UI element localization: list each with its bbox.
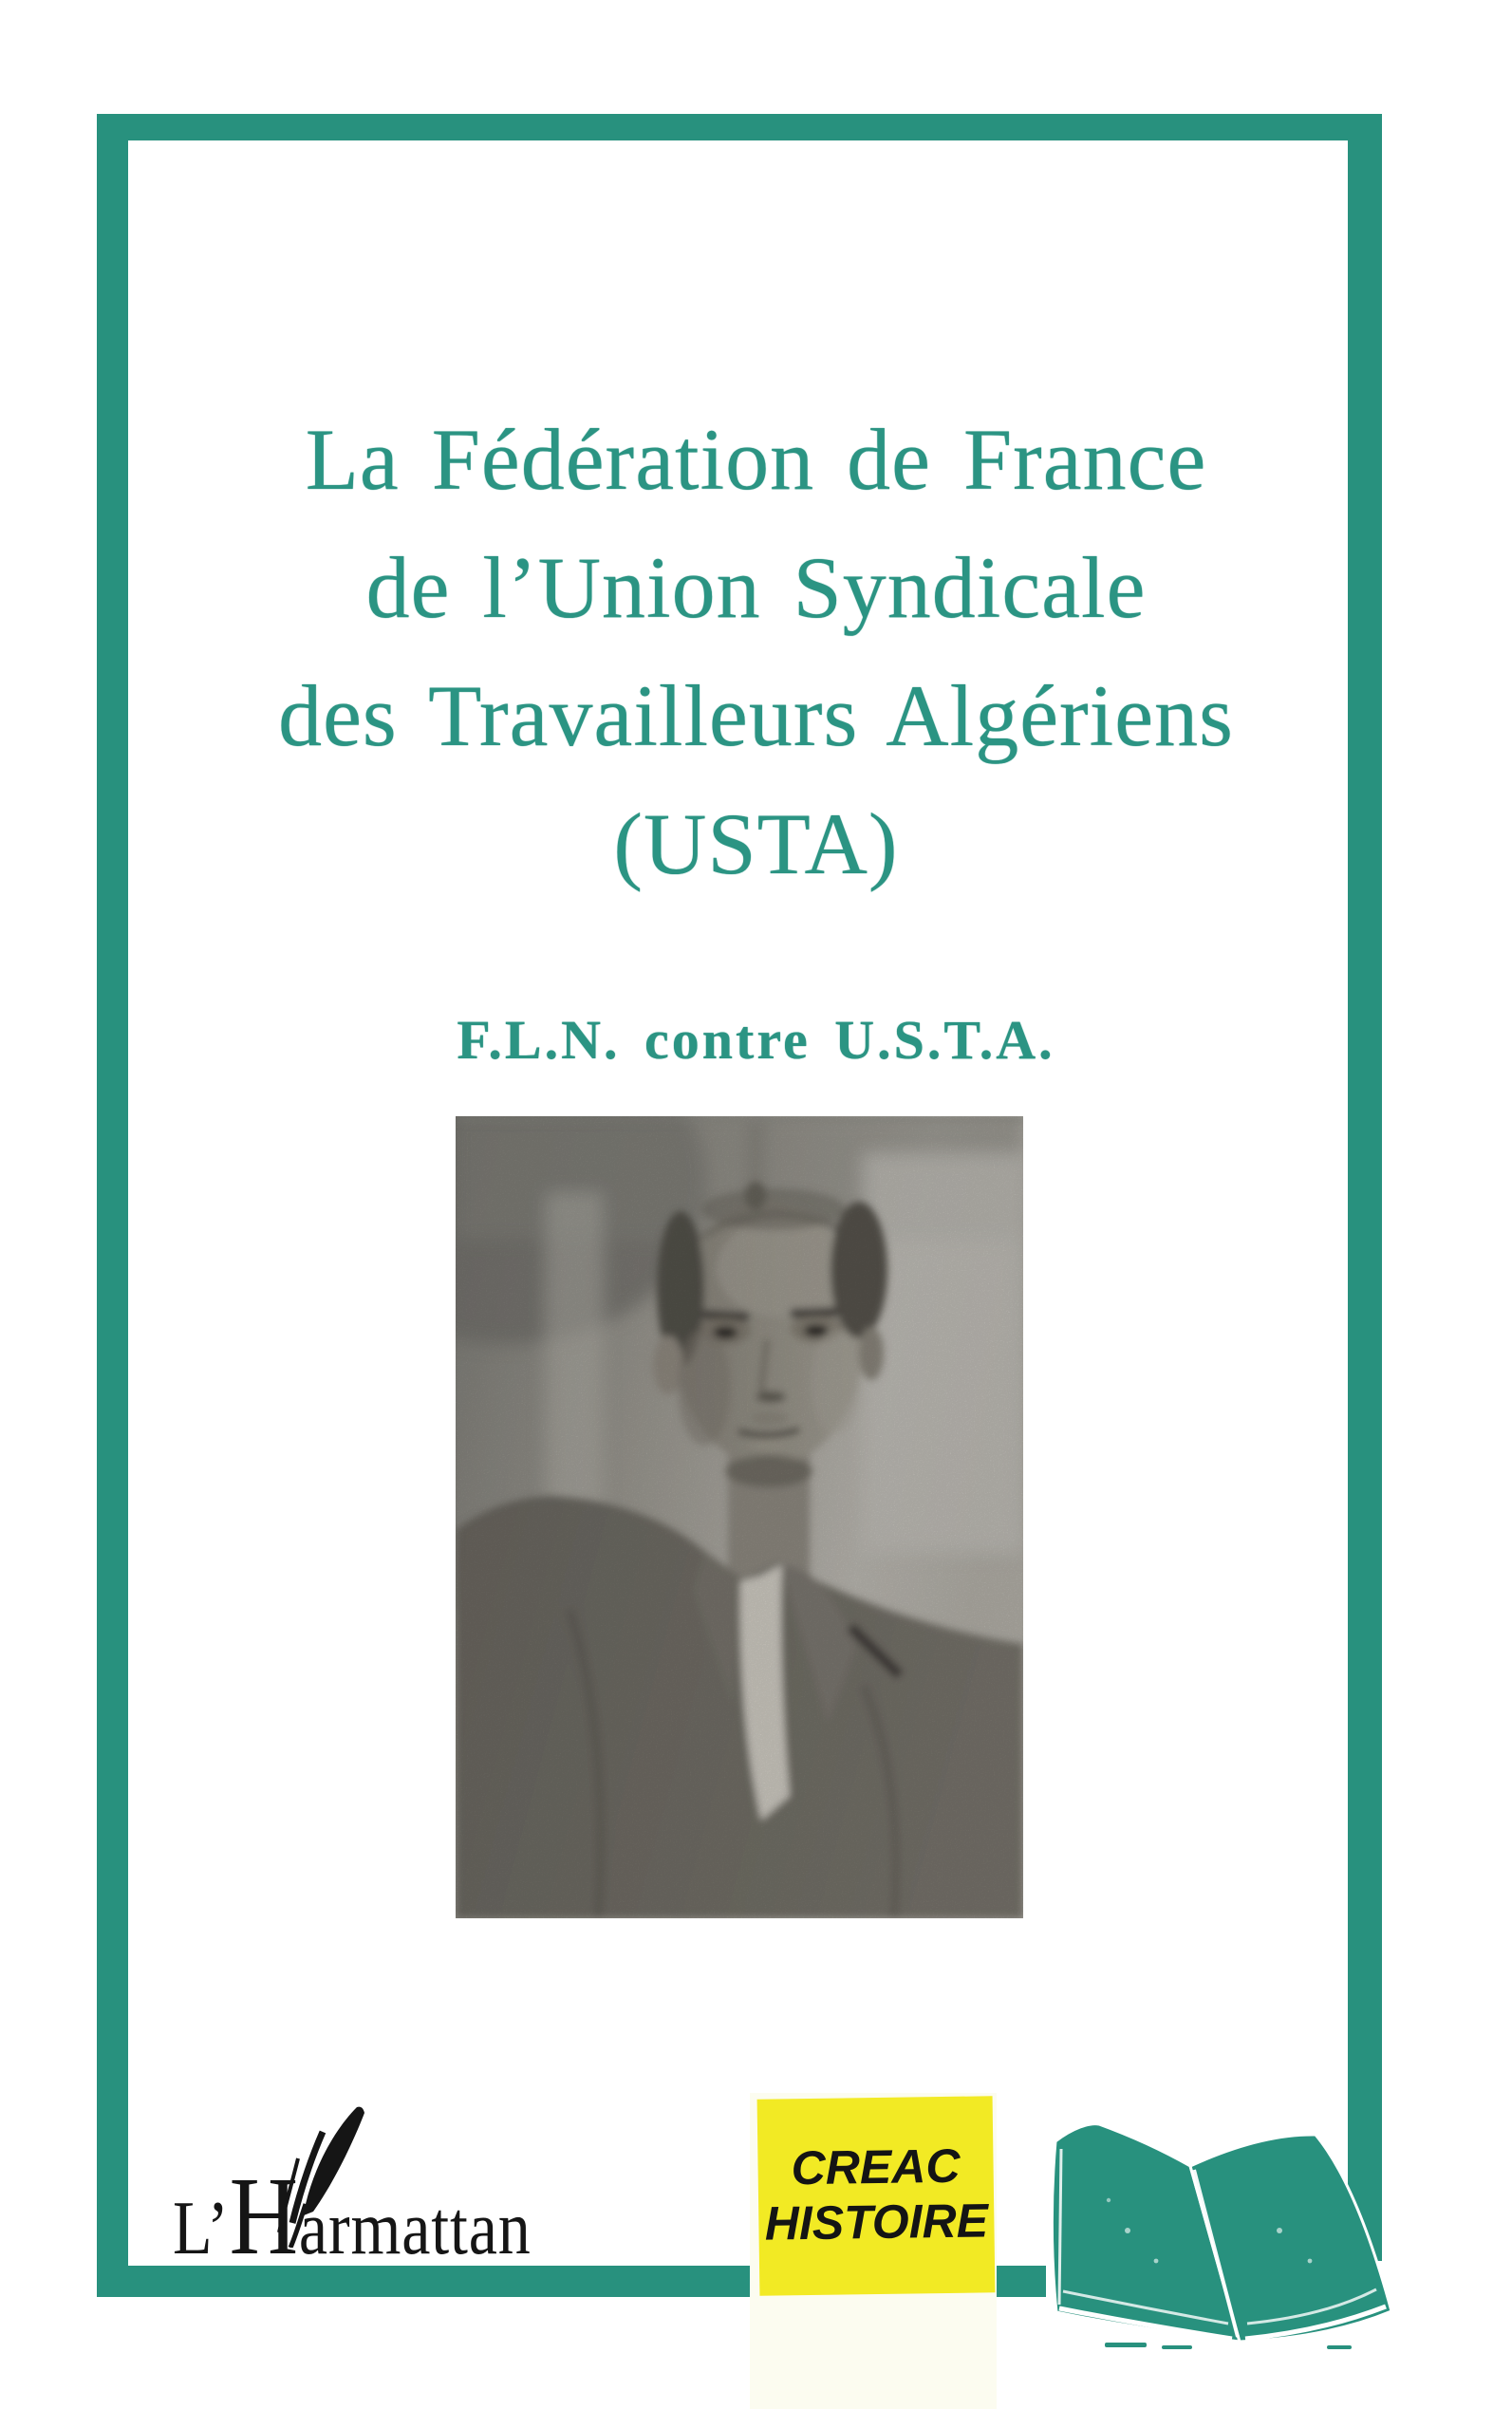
open-book-icon — [1042, 2117, 1395, 2352]
book-subtitle: F.L.N. contre U.S.T.A. — [457, 1009, 1055, 1071]
publisher-prefix: L’ — [173, 2187, 230, 2270]
creac-histoire-badge — [757, 2096, 996, 2295]
publisher-initial: H — [229, 2154, 299, 2278]
book-title-line-4: (USTA) — [613, 795, 899, 892]
quill-icon — [266, 2105, 389, 2248]
book-title — [0, 396, 1512, 908]
book-title-line-2: de l’Union Syndicale — [365, 539, 1147, 636]
book-title-line-3: des Travailleurs Algériens — [278, 667, 1234, 764]
portrait-photo — [456, 1116, 1023, 1918]
book-title-line-1: La Fédération de France — [305, 411, 1207, 508]
publisher-rest: armattan — [298, 2187, 532, 2270]
badge-line-1: CREAC — [791, 2138, 961, 2195]
badge-line-2: HISTOIRE — [764, 2194, 989, 2250]
